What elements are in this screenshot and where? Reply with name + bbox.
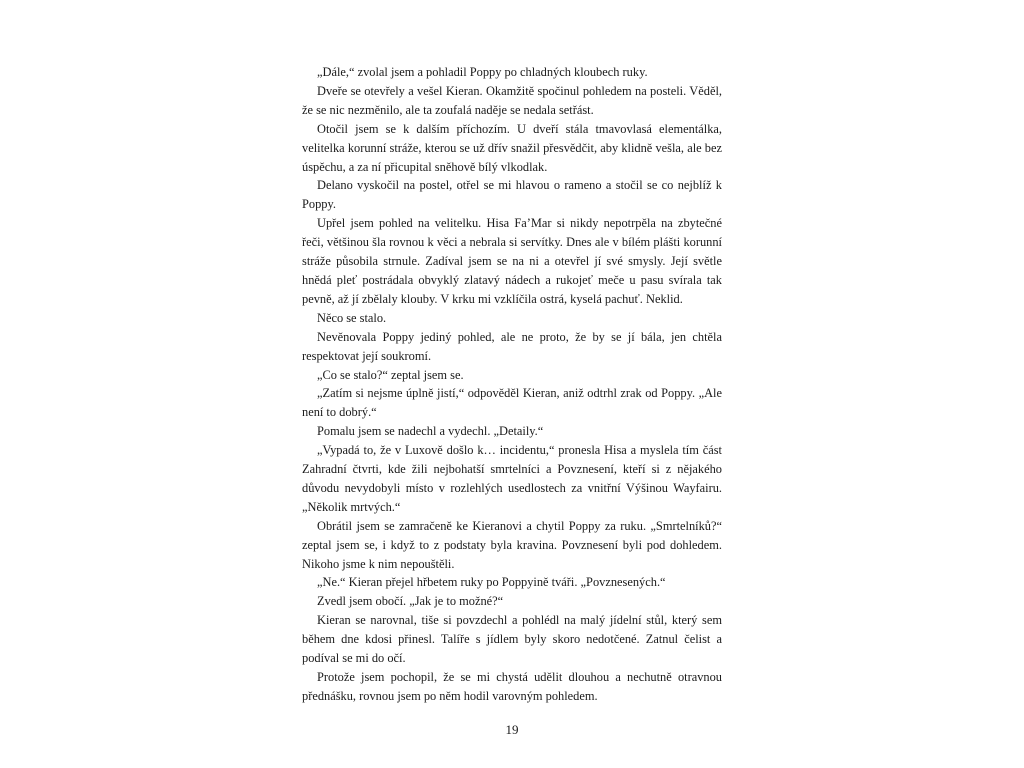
paragraph-8: „Co se stalo?“ zeptal jsem se. <box>317 367 464 382</box>
paragraph-12: Obrátil jsem se zamračeně ke Kieranovi a chytil Poppy za ruku. „Smrtelníků?“ zeptal jsem se, i když to z podstaty byla kravina. Povznesení byli pod dohledem. Nikoho jsme k nim nepouštěli. <box>302 518 722 571</box>
paragraph-15: Kieran se narovnal, tiše si povzdechl a pohlédl na malý jídelní stůl, který sem během dne kdosi přinesl. Talíře s jídlem byly skoro nedotčené. Zatnul čelist a podíval se mi do očí. <box>302 613 722 666</box>
paragraph-1: „Dále,“ zvolal jsem a pohladil Poppy po chladných kloubech ruky. <box>317 65 648 79</box>
page-body-text <box>302 63 722 706</box>
paragraph-9: „Zatím si nejsme úplně jistí,“ odpověděl Kieran, aniž odtrhl zrak od Poppy. „Ale není to dobrý.“ <box>302 386 722 420</box>
page-number: 19 <box>505 722 519 737</box>
paragraph-4: Delano vyskočil na postel, otřel se mi hlavou o rameno a stočil se co nejblíž k Poppy. <box>302 178 722 212</box>
paragraph-6: Něco se stalo. <box>317 310 387 325</box>
paragraph-13: „Ne.“ Kieran přejel hřbetem ruky po Poppyině tváři. „Povznesených.“ <box>317 575 666 590</box>
paragraph-7: Nevěnovala Poppy jediný pohled, ale ne proto, že by se jí bála, jen chtěla respektovat její soukromí. <box>302 329 722 363</box>
paragraph-3: Otočil jsem se k dalším příchozím. U dveří stála tmavovlasá elementálka, velitelka korunní stráže, kterou se už dřív snažil přesvědčit, aby klidně vešla, ale bez úspěchu, a za ní přicupital sněhově bílý vlkodlak. <box>302 121 722 174</box>
paragraph-11: „Vypadá to, že v Luxově došlo k… incidentu,“ pronesla Hisa a myslela tím část Zahradní čtvrti, kde žili nejbohatší smrtelníci a Povznesení, kteří si z nějakého důvodu nevydobyli místo v rozlehlých usedlostech za vnitřní Výšinou Wayfairu. „Několik mrtvých.“ <box>302 443 722 514</box>
paragraph-2: Dveře se otevřely a vešel Kieran. Okamžitě spočinul pohledem na posteli. Věděl, že se nic nezměnilo, ale ta zoufalá naděje se nedala setřást. <box>302 83 722 117</box>
paragraph-16: Protože jsem pochopil, že se mi chystá udělit dlouhou a nechutně otravnou přednášku, rovnou jsem po něm hodil varovným pohledem. <box>302 670 722 703</box>
paragraph-5: Upřel jsem pohled na velitelku. Hisa Fa’Mar si nikdy nepotrpěla na zbytečné řeči, většinou šla rovnou k věci a nebrala si servítky. Dnes ale v bílém plášti korunní stráže působila strnule. Zadíval jsem se na ni a otevřel jí své smysly. Její světle hnědá pleť postrádala obvyklý zlatavý nádech a rukojeť meče u pasu svírala tak pevně, až jí zbělaly klouby. V krku mi vzklíčila ostrá, kyselá pachuť. Neklid. <box>302 216 722 306</box>
paragraph-14: Zvedl jsem obočí. „Jak je to možné?“ <box>317 594 504 609</box>
paragraph-10: Pomalu jsem se nadechl a vydechl. „Detaily.“ <box>317 424 544 439</box>
